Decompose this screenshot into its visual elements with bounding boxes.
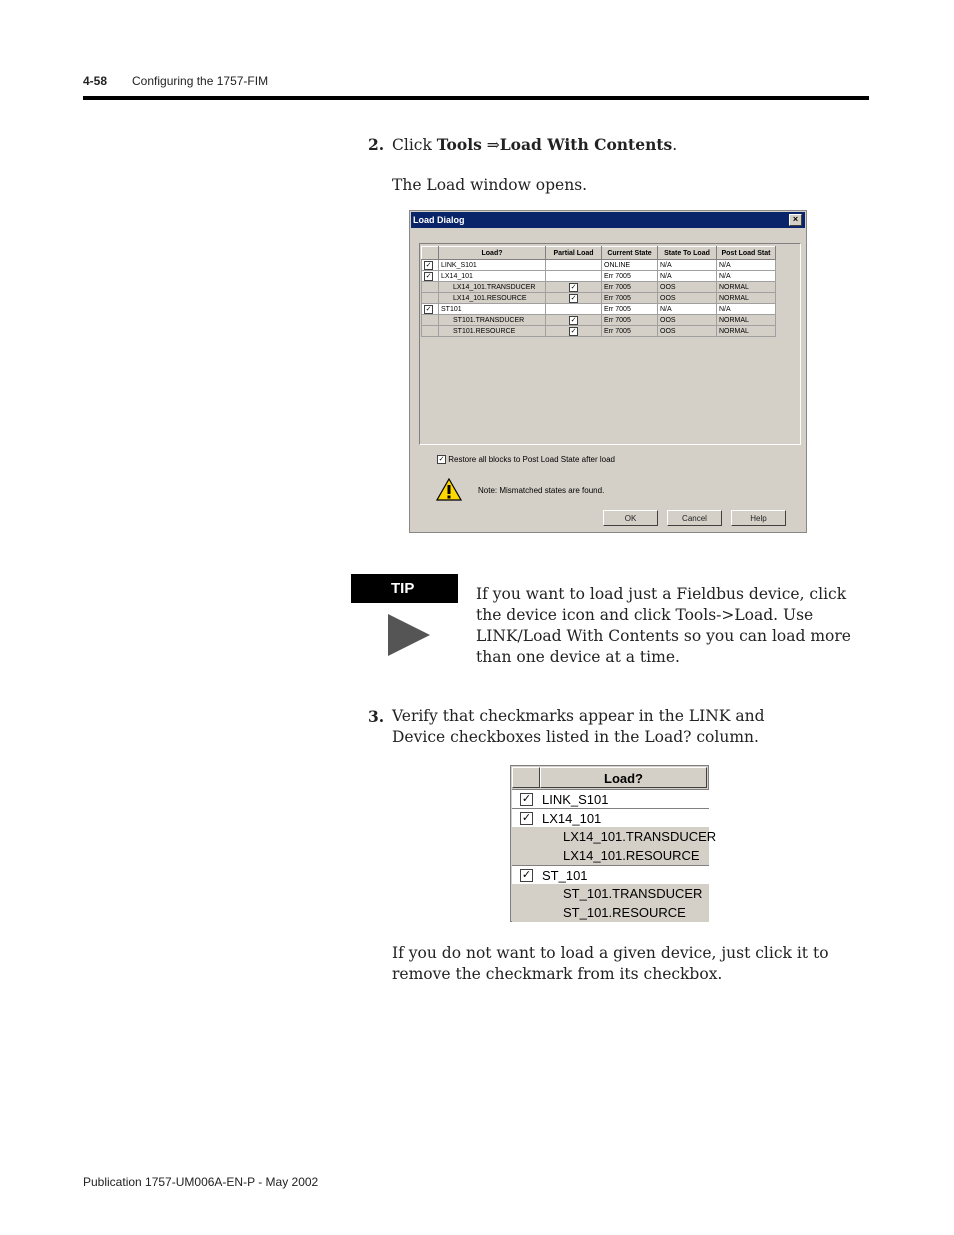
grid-name-cell: ST101 xyxy=(439,304,546,315)
help-button[interactable]: Help xyxy=(731,510,786,526)
grid-header-current[interactable]: Current State xyxy=(602,247,658,260)
header-rule xyxy=(83,96,869,100)
page-number: 4-58 xyxy=(83,74,108,88)
grid-name-cell: ST101.TRANSDUCER xyxy=(439,315,546,326)
grid-load-cell[interactable] xyxy=(422,326,439,337)
closing-text: If you do not want to load a given device, just click it to remove the checkmark from its checkbox. xyxy=(392,944,829,983)
grid-name-cell: ST101.RESOURCE xyxy=(439,326,546,337)
step-2-click: Click xyxy=(392,136,437,154)
grid-current-cell: Err 7005 xyxy=(602,293,658,304)
load-column-checkbox[interactable]: ✓ xyxy=(521,812,532,824)
step-2-text xyxy=(392,134,677,156)
load-column-row[interactable] xyxy=(512,865,709,884)
grid-row[interactable] xyxy=(422,304,776,315)
load-column-label: ST_101.TRANSDUCER xyxy=(563,886,703,901)
load-column-row[interactable] xyxy=(512,846,709,865)
load-column-label: ST_101.RESOURCE xyxy=(563,905,686,920)
grid-to-load-cell: OOS xyxy=(658,282,717,293)
grid-current-cell: Err 7005 xyxy=(602,315,658,326)
grid-to-load-cell: N/A xyxy=(658,260,717,271)
step-2-period: . xyxy=(672,136,678,154)
step-2-number: 2. xyxy=(368,135,385,154)
grid-partial-cell[interactable] xyxy=(546,326,602,337)
grid-current-cell: Err 7005 xyxy=(602,326,658,337)
tip-arrow-icon xyxy=(388,614,430,656)
grid-post-cell: NORMAL xyxy=(717,315,776,326)
step-2-tools: Tools xyxy=(436,135,482,154)
load-grid xyxy=(421,246,776,337)
grid-post-cell: N/A xyxy=(717,271,776,282)
grid-load-cell[interactable] xyxy=(422,293,439,304)
load-column-label: LX14_101.RESOURCE xyxy=(563,848,700,863)
grid-row[interactable] xyxy=(422,293,776,304)
grid-header-to-load[interactable]: State To Load xyxy=(658,247,717,260)
ok-button[interactable]: OK xyxy=(603,510,658,526)
grid-post-cell: NORMAL xyxy=(717,293,776,304)
grid-row[interactable] xyxy=(422,260,776,271)
grid-partial-cell[interactable] xyxy=(546,304,602,315)
load-checkbox[interactable]: ✓ xyxy=(425,261,432,269)
grid-current-cell: Err 7005 xyxy=(602,271,658,282)
warning-icon xyxy=(436,478,462,501)
load-column-row[interactable] xyxy=(512,827,717,846)
partial-checkbox[interactable]: ✓ xyxy=(570,294,577,302)
load-grid-panel xyxy=(419,243,801,445)
grid-partial-cell[interactable] xyxy=(546,315,602,326)
grid-name-cell: LX14_101.RESOURCE xyxy=(439,293,546,304)
close-icon[interactable]: × xyxy=(789,214,802,226)
grid-post-cell: NORMAL xyxy=(717,326,776,337)
load-column-row[interactable] xyxy=(512,884,709,903)
load-column xyxy=(510,765,717,922)
partial-checkbox[interactable]: ✓ xyxy=(570,316,577,324)
grid-name-cell: LINK_S101 xyxy=(439,260,546,271)
grid-row[interactable] xyxy=(422,271,776,282)
grid-load-cell[interactable] xyxy=(422,304,439,315)
step-2-note: The Load window opens. xyxy=(392,176,588,194)
grid-current-cell: Err 7005 xyxy=(602,282,658,293)
grid-row[interactable] xyxy=(422,315,776,326)
step-3-num: 3. xyxy=(368,707,385,726)
cancel-button[interactable]: Cancel xyxy=(667,510,722,526)
load-column-row[interactable] xyxy=(512,808,709,827)
grid-post-cell: N/A xyxy=(717,260,776,271)
step-2-load-with-contents: Load With Contents xyxy=(499,135,673,154)
grid-header-blank xyxy=(422,247,439,260)
tip-text: If you want to load just a Fieldbus device, click the device icon and click Tools->Load. Use LINK/Load With Contents so you can load more than one device at a time. xyxy=(476,585,851,666)
tip-label: TIP xyxy=(351,574,458,603)
grid-to-load-cell: OOS xyxy=(658,326,717,337)
load-column-checkbox[interactable]: ✓ xyxy=(521,793,532,805)
grid-partial-cell[interactable] xyxy=(546,271,602,282)
load-column-label: ST_101 xyxy=(542,868,588,883)
grid-post-cell: N/A xyxy=(717,304,776,315)
grid-to-load-cell: N/A xyxy=(658,304,717,315)
step-3-number xyxy=(368,706,384,728)
step-3-text: Verify that checkmarks appear in the LINK and Device checkboxes listed in the Load? column. xyxy=(392,707,765,746)
grid-current-cell: ONLINE xyxy=(602,260,658,271)
grid-row[interactable] xyxy=(422,282,776,293)
grid-load-cell[interactable] xyxy=(422,260,439,271)
grid-load-cell[interactable] xyxy=(422,315,439,326)
grid-partial-cell[interactable] xyxy=(546,282,602,293)
load-column-checkbox[interactable]: ✓ xyxy=(521,869,532,881)
grid-header-partial[interactable]: Partial Load xyxy=(546,247,602,260)
grid-name-cell: LX14_101 xyxy=(439,271,546,282)
grid-load-cell[interactable] xyxy=(422,282,439,293)
grid-post-cell: NORMAL xyxy=(717,282,776,293)
grid-load-cell[interactable] xyxy=(422,271,439,282)
load-column-label: LX14_101.TRANSDUCER xyxy=(563,829,717,844)
load-column-row[interactable] xyxy=(512,789,709,808)
grid-to-load-cell: OOS xyxy=(658,315,717,326)
grid-header-post[interactable]: Post Load Stat xyxy=(717,247,776,260)
footer: Publication 1757-UM006A-EN-P - May 2002 xyxy=(83,1175,319,1189)
partial-checkbox[interactable]: ✓ xyxy=(570,283,577,291)
load-checkbox[interactable]: ✓ xyxy=(425,272,432,280)
grid-to-load-cell: OOS xyxy=(658,293,717,304)
load-column-row[interactable] xyxy=(512,903,709,922)
grid-current-cell: Err 7005 xyxy=(602,304,658,315)
grid-to-load-cell: N/A xyxy=(658,271,717,282)
dialog-title: Load Dialog xyxy=(413,215,465,225)
load-checkbox[interactable]: ✓ xyxy=(425,305,432,313)
grid-row[interactable] xyxy=(422,326,776,337)
partial-checkbox[interactable]: ✓ xyxy=(570,327,577,335)
load-column-header-blank xyxy=(512,767,540,788)
restore-checkbox[interactable]: ✓ xyxy=(438,456,445,464)
grid-name-cell: LX14_101.TRANSDUCER xyxy=(439,282,546,293)
load-column-header[interactable]: Load? xyxy=(540,767,707,788)
grid-partial-cell[interactable] xyxy=(546,293,602,304)
dialog-title-bar xyxy=(411,212,805,228)
grid-partial-cell[interactable] xyxy=(546,260,602,271)
restore-label: Restore all blocks to Post Load State after load xyxy=(448,455,615,464)
mismatch-note: Note: Mismatched states are found. xyxy=(478,486,605,495)
load-dialog xyxy=(409,210,807,533)
section-title: Configuring the 1757-FIM xyxy=(132,74,269,88)
load-column-label: LINK_S101 xyxy=(542,792,609,807)
restore-option[interactable] xyxy=(437,455,615,464)
grid-header-load[interactable]: Load? xyxy=(439,247,546,260)
load-column-label: LX14_101 xyxy=(542,811,602,826)
step-2-arrow: ⇒ xyxy=(481,136,500,154)
step-2 xyxy=(368,134,384,156)
